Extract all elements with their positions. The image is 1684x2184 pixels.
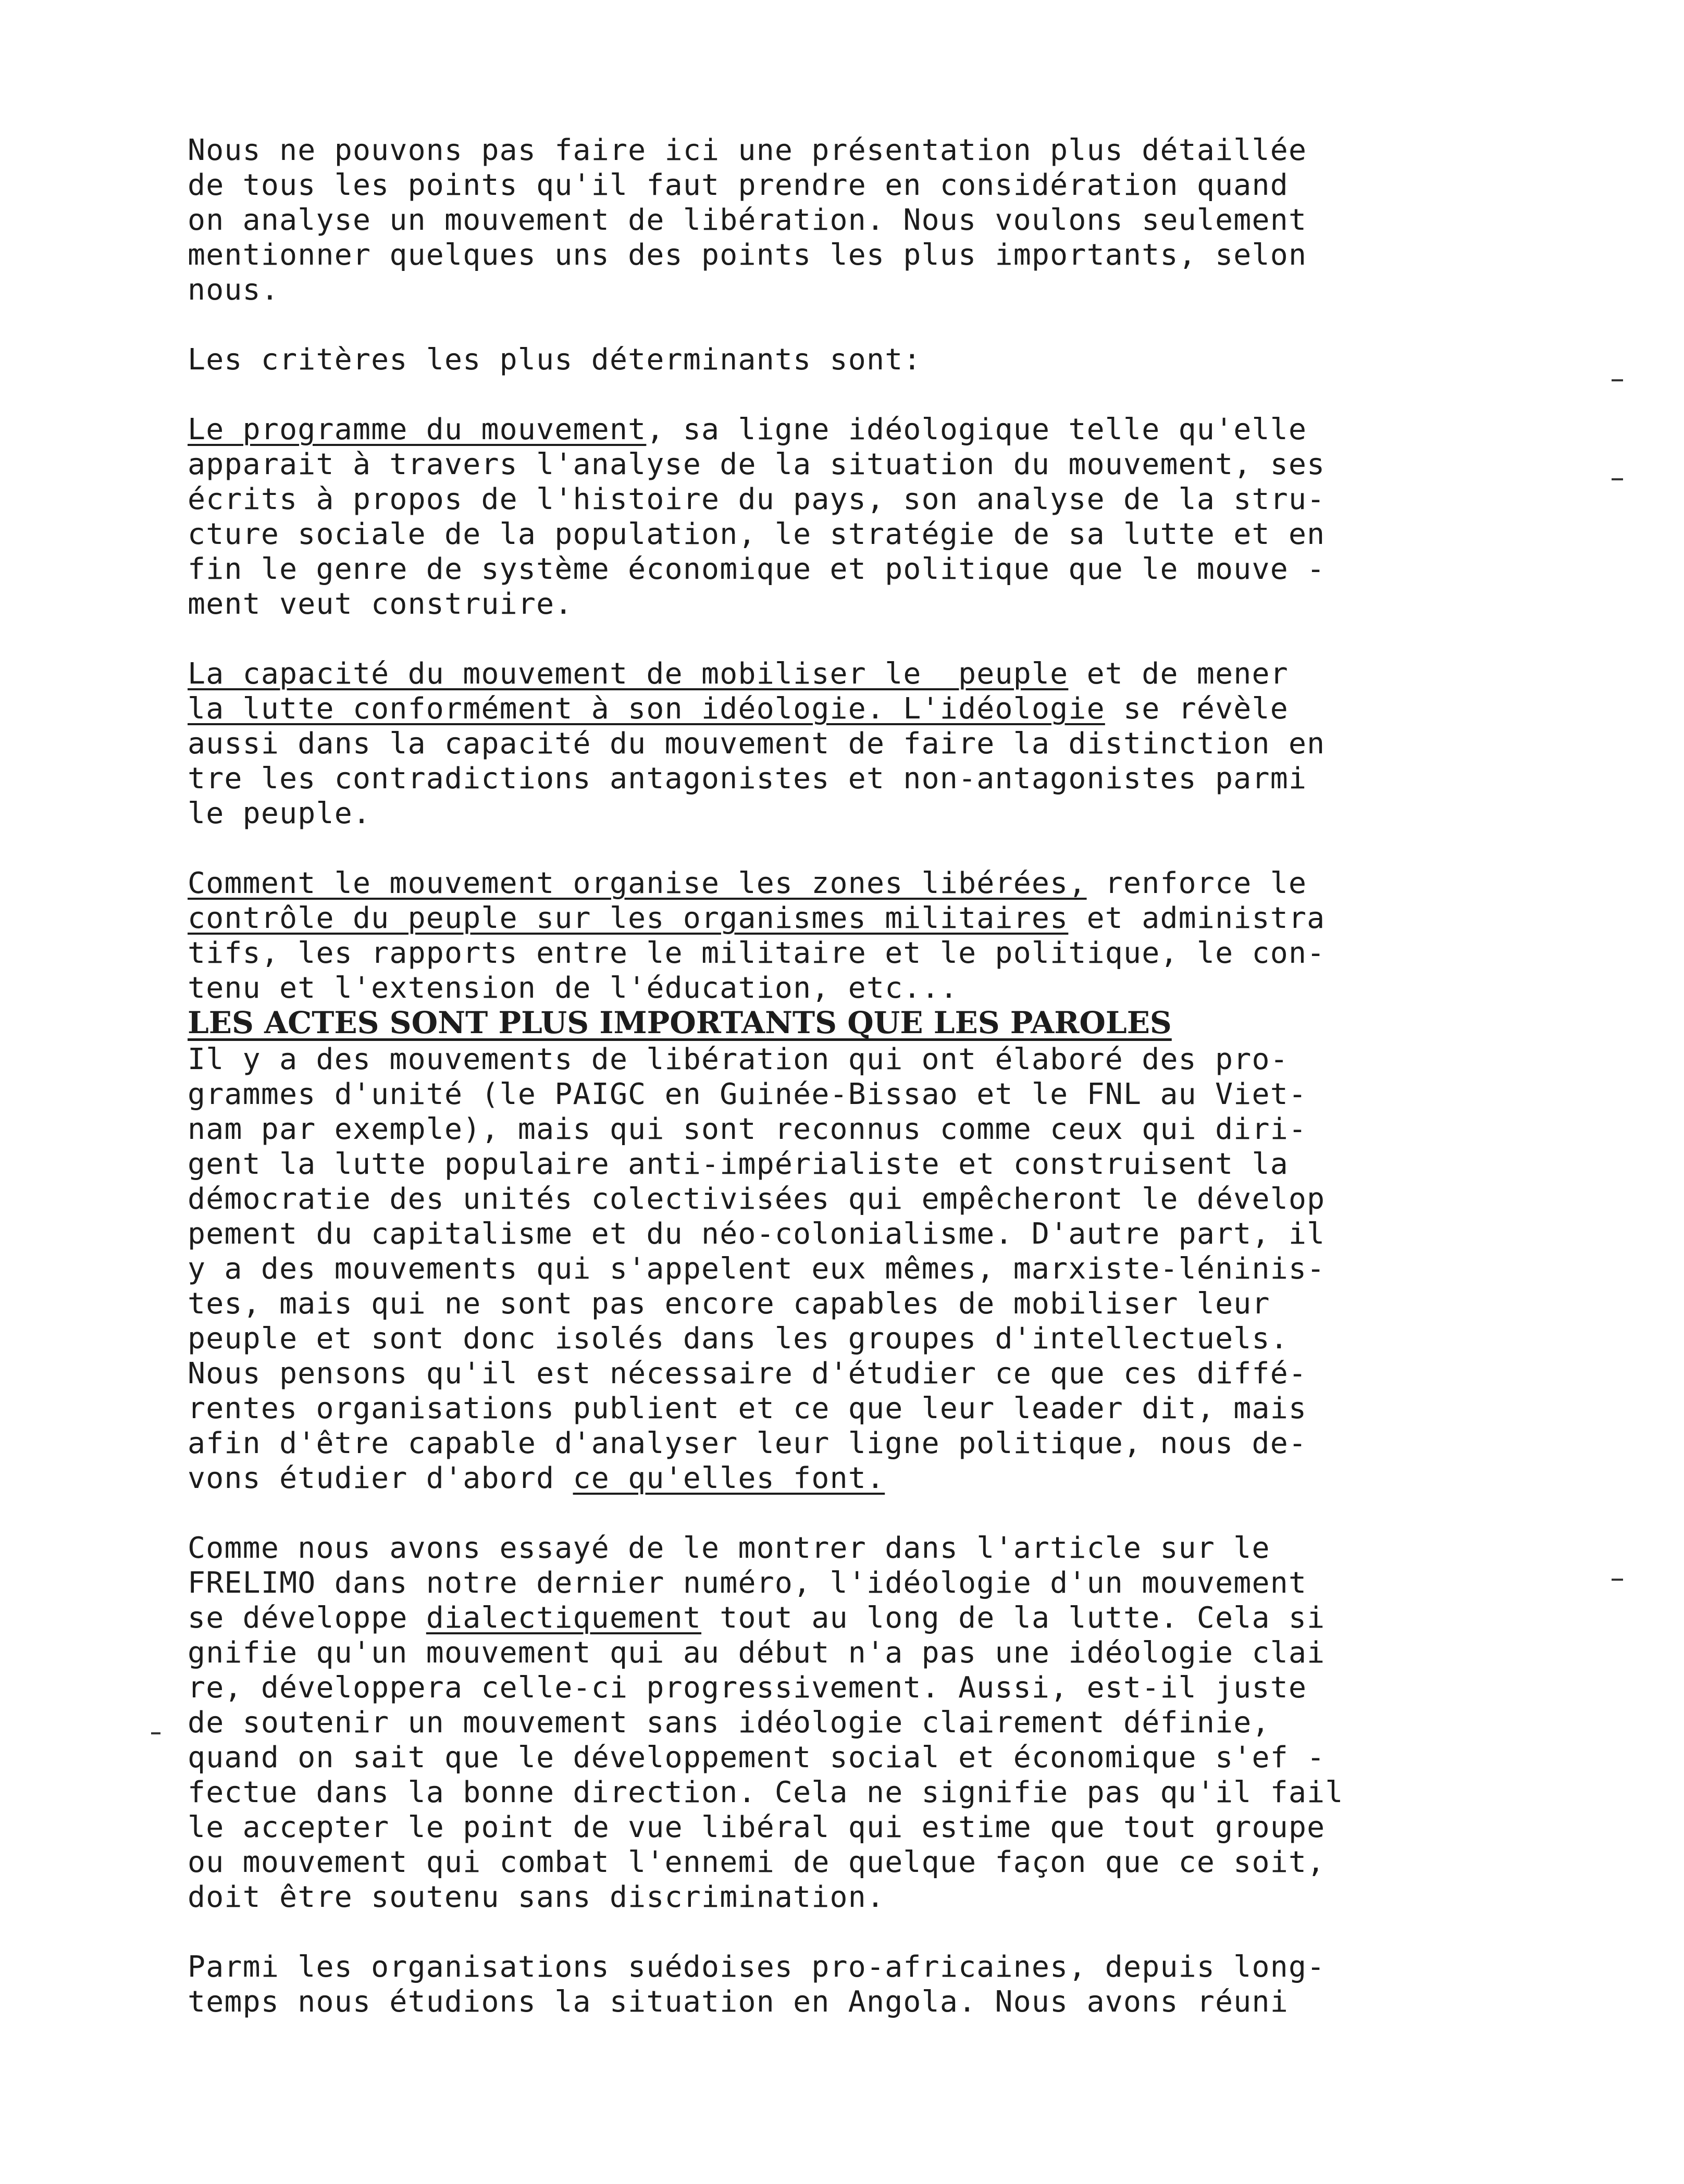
text-line: ou mouvement qui combat l'ennemi de quelque façon que ce soit,	[188, 1845, 1326, 1879]
text-span: et de mener	[1068, 657, 1289, 691]
text-line: afin d'être capable d'analyser leur ligne politique, nous de-	[188, 1426, 1307, 1460]
text-line: tre les contradictions antagonistes et non-antagonistes parmi	[188, 762, 1307, 796]
text-span: vons étudier d'abord	[188, 1461, 573, 1495]
text-line: Nous pensons qu'il est nécessaire d'étudier ce que ces diffé-	[188, 1357, 1307, 1391]
text-line: temps nous étudions la situation en Angola. Nous avons réuni	[188, 1985, 1289, 2019]
text-line: de soutenir un mouvement sans idéologie clairement définie,	[188, 1706, 1270, 1740]
text-line: gnifie qu'un mouvement qui au début n'a pas une idéologie clai	[188, 1636, 1326, 1670]
text-line: quand on sait que le développement social et économique s'ef -	[188, 1741, 1326, 1774]
text-span: tout au long de la lutte. Cela si	[701, 1601, 1326, 1635]
text-line: gent la lutte populaire anti-impérialiste et construisent la	[188, 1147, 1289, 1181]
paragraph-frelimo	[188, 1531, 1501, 1915]
text-line	[188, 866, 1501, 901]
text-span: se révèle	[1105, 692, 1289, 726]
text-line	[188, 656, 1501, 691]
text-line: apparait à travers l'analyse de la situation du mouvement, ses	[188, 448, 1326, 481]
paragraph-programme	[188, 412, 1501, 622]
text-line: le peuple.	[188, 797, 372, 830]
text-line: re, développera celle-ci progressivement. Aussi, est-il juste	[188, 1671, 1307, 1705]
text-line: fin le genre de système économique et politique que le mouve -	[188, 552, 1326, 586]
text-line: nam par exemple), mais qui sont reconnus comme ceux qui diri-	[188, 1112, 1307, 1146]
text-line: le accepter le point de vue libéral qui estime que tout groupe	[188, 1810, 1326, 1844]
document-page	[188, 133, 1501, 2019]
text-line: de tous les points qu'il faut prendre en considération quand	[188, 168, 1289, 202]
underlined-phrase: Le programme du mouvement	[188, 413, 647, 446]
text-line: Comme nous avons essayé de le montrer dans l'article sur le	[188, 1531, 1270, 1565]
text-line: pement du capitalisme et du néo-colonialisme. D'autre part, il	[188, 1217, 1326, 1251]
underlined-phrase: Comment le mouvement organise les zones libérées,	[188, 866, 1087, 900]
margin-mark	[151, 1732, 160, 1734]
text-line: Nous ne pouvons pas faire ici une présentation plus détaillée	[188, 133, 1307, 167]
text-line: doit être soutenu sans discrimination.	[188, 1880, 885, 1914]
text-line: mentionner quelques uns des points les plus importants, selon	[188, 238, 1307, 272]
paragraph-gap	[188, 377, 1501, 412]
text-line: fectue dans la bonne direction. Cela ne signifie pas qu'il fail	[188, 1776, 1344, 1809]
text-span: se développe	[188, 1601, 426, 1635]
text-span: , sa ligne idéologique telle qu'elle	[646, 413, 1307, 446]
text-line: nous.	[188, 273, 280, 307]
text-line: Parmi les organisations suédoises pro-africaines, depuis long-	[188, 1950, 1326, 1984]
section-heading: LES ACTES SONT PLUS IMPORTANTS QUE LES PAROLES	[188, 1005, 1172, 1040]
text-line: aussi dans la capacité du mouvement de faire la distinction en	[188, 727, 1326, 761]
text-line: peuple et sont donc isolés dans les groupes d'intellectuels.	[188, 1322, 1289, 1356]
text-line: tifs, les rapports entre le militaire et le politique, le con-	[188, 936, 1326, 970]
text-line: tes, mais qui ne sont pas encore capables de mobiliser leur	[188, 1287, 1270, 1321]
text-line: on analyse un mouvement de libération. Nous voulons seulement	[188, 203, 1307, 237]
paragraph-capacite	[188, 656, 1501, 831]
margin-mark	[1612, 1579, 1623, 1581]
text-line: tenu et l'extension de l'éducation, etc...	[188, 971, 959, 1005]
margin-mark	[1612, 379, 1623, 381]
paragraph-mouvements	[188, 1042, 1501, 1496]
text-span: renforce le	[1086, 866, 1307, 900]
text-line	[188, 1600, 1501, 1635]
paragraph-gap	[188, 1496, 1501, 1531]
text-line: Les critères les plus déterminants sont:	[188, 343, 922, 377]
text-line: ment veut construire.	[188, 587, 573, 621]
text-line: y a des mouvements qui s'appelent eux mêmes, marxiste-léninis-	[188, 1252, 1326, 1286]
text-line: Il y a des mouvements de libération qui ont élaboré des pro-	[188, 1043, 1289, 1076]
underlined-phrase: contrôle du peuple sur les organismes militaires	[188, 901, 1069, 935]
paragraph-gap	[188, 831, 1501, 866]
text-line	[188, 1461, 1501, 1496]
paragraph-gap	[188, 307, 1501, 342]
paragraph-gap	[188, 622, 1501, 656]
paragraph-zones	[188, 866, 1501, 1006]
text-line	[188, 901, 1501, 936]
text-span: et administra	[1068, 901, 1326, 935]
paragraph-intro	[188, 133, 1501, 307]
text-line: grammes d'unité (le PAIGC en Guinée-Bissao et le FNL au Viet-	[188, 1077, 1307, 1111]
text-line: écrits à propos de l'histoire du pays, son analyse de la stru-	[188, 482, 1326, 516]
text-line	[188, 412, 1501, 447]
text-line: rentes organisations publient et ce que leur leader dit, mais	[188, 1392, 1307, 1425]
text-line	[188, 691, 1501, 726]
text-line: FRELIMO dans notre dernier numéro, l'idéologie d'un mouvement	[188, 1566, 1307, 1600]
margin-mark	[1612, 478, 1623, 480]
text-line: démocratie des unités colectivisées qui empêcheront le dévelop	[188, 1182, 1326, 1216]
paragraph-criteria	[188, 342, 1501, 377]
paragraph-final	[188, 1950, 1501, 2019]
text-line: cture sociale de la population, le stratégie de sa lutte et en	[188, 517, 1326, 551]
underlined-phrase: La capacité du mouvement de mobiliser le peuple	[188, 657, 1069, 691]
underlined-phrase: ce qu'elles font.	[573, 1461, 885, 1495]
underlined-phrase: la lutte conformément à son idéologie. L'idéologie	[188, 692, 1105, 726]
paragraph-gap	[188, 1915, 1501, 1950]
underlined-phrase: dialectiquement	[426, 1601, 702, 1635]
